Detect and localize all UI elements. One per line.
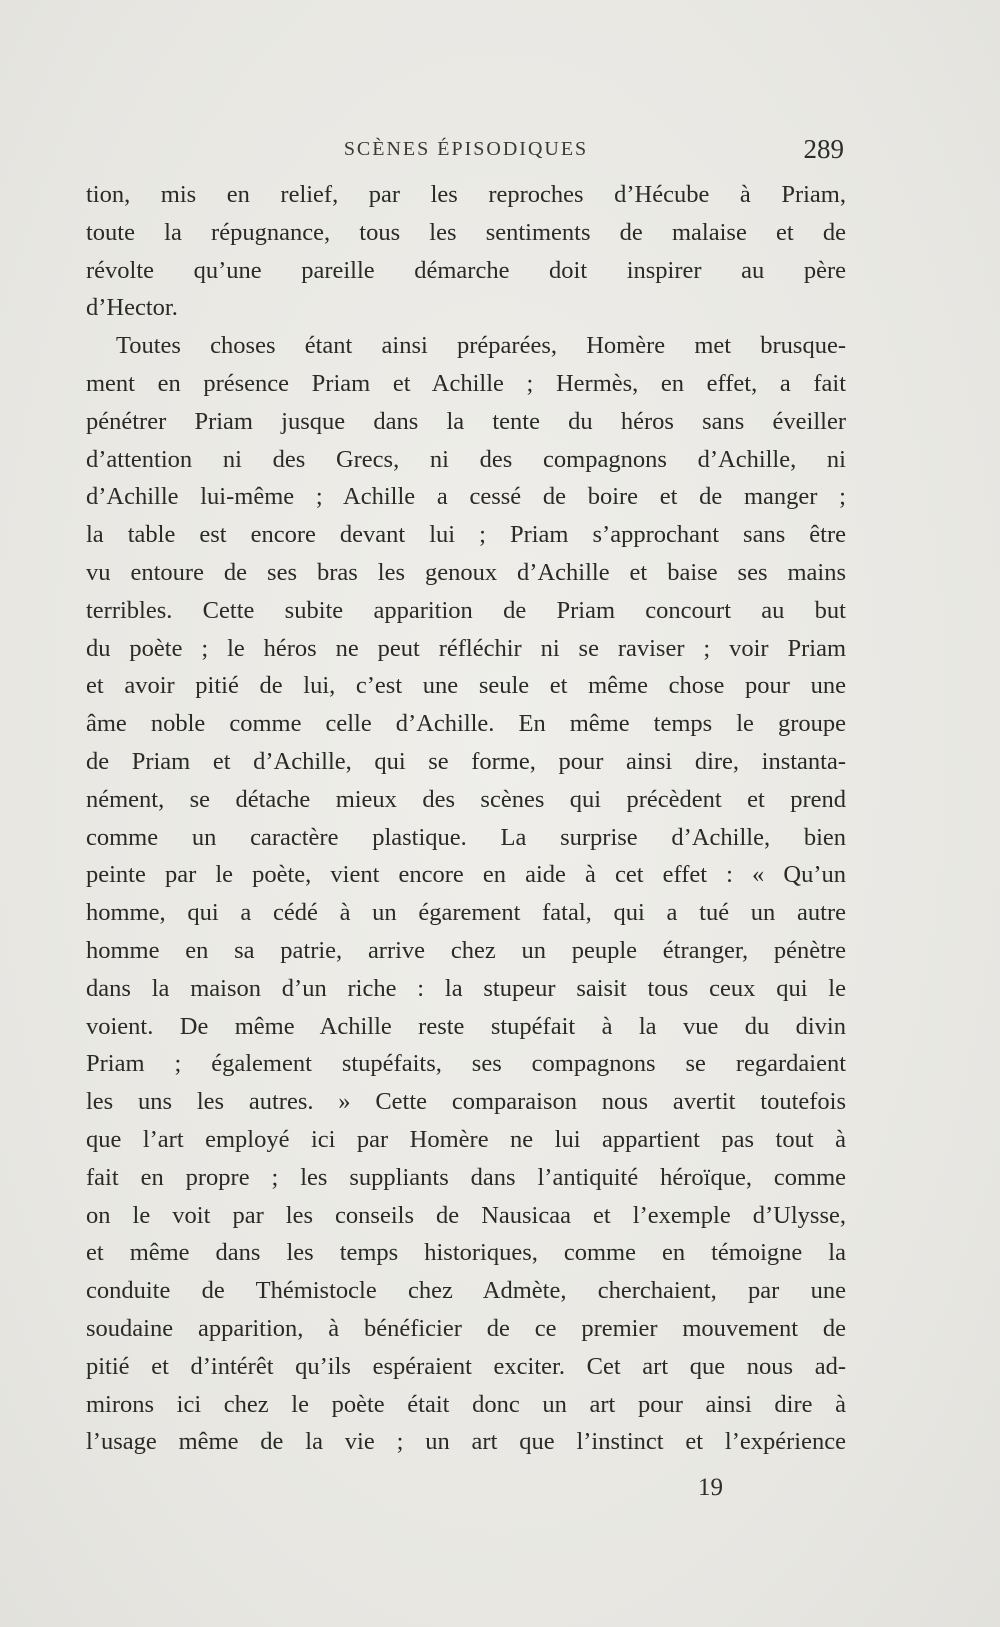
page-header xyxy=(88,134,844,174)
text-line: vu entoure de ses bras les genoux d’Achille et baise ses mains xyxy=(86,558,846,586)
text-line: révolte qu’une pareille démarche doit inspirer au père xyxy=(86,256,846,284)
text-line: homme en sa patrie, arrive chez un peuple étranger, pénètre xyxy=(86,936,846,964)
text-line: la table est encore devant lui ; Priam s’approchant sans être xyxy=(86,521,846,549)
page-number: 289 xyxy=(803,134,844,164)
text-line: Toutes choses étant ainsi préparées, Homère met brusque- xyxy=(116,332,846,360)
text-line: du poète ; le héros ne peut réfléchir ni se raviser ; voir Priam xyxy=(86,634,846,662)
text-line: comme un caractère plastique. La surprise d’Achille, bien xyxy=(86,823,846,851)
text-line: mirons ici chez le poète était donc un art pour ainsi dire à xyxy=(86,1390,846,1418)
text-line: Priam ; également stupéfaits, ses compagnons se regardaient xyxy=(86,1050,846,1078)
text-line: pénétrer Priam jusque dans la tente du héros sans éveiller xyxy=(86,407,846,435)
text-line: soudaine apparition, à bénéficier de ce premier mouvement de xyxy=(86,1314,846,1342)
text-line: et avoir pitié de lui, c’est une seule et même chose pour une xyxy=(86,672,846,700)
text-line: nément, se détache mieux des scènes qui précèdent et prend xyxy=(86,785,846,813)
text-line: d’attention ni des Grecs, ni des compagnons d’Achille, ni xyxy=(86,445,846,473)
text-line: les uns les autres. » Cette comparaison nous avertit toutefois xyxy=(86,1088,846,1116)
running-head: SCÈNES ÉPISODIQUES xyxy=(343,138,589,160)
text-line: voient. De même Achille reste stupéfait à la vue du divin xyxy=(86,1012,846,1040)
text-line: et même dans les temps historiques, comme en témoigne la xyxy=(86,1239,846,1267)
text-line: d’Hector. xyxy=(86,294,178,322)
text-line: que l’art employé ici par Homère ne lui appartient pas tout à xyxy=(86,1125,846,1153)
signature-mark: 19 xyxy=(698,1474,723,1501)
text-line: dans la maison d’un riche : la stupeur saisit tous ceux qui le xyxy=(86,974,846,1002)
text-line: de Priam et d’Achille, qui se forme, pour ainsi dire, instanta- xyxy=(86,747,846,775)
text-line: homme, qui a cédé à un égarement fatal, qui a tué un autre xyxy=(86,899,846,927)
text-line: pitié et d’intérêt qu’ils espéraient exciter. Cet art que nous ad- xyxy=(86,1352,846,1380)
text-line: tion, mis en relief, par les reproches d’Hécube à Priam, xyxy=(86,181,846,208)
text-line: terribles. Cette subite apparition de Priam concourt au but xyxy=(86,596,846,624)
text-line: âme noble comme celle d’Achille. En même temps le groupe xyxy=(86,710,846,738)
text-line: toute la répugnance, tous les sentiments de malaise et de xyxy=(86,218,846,246)
text-line: l’usage même de la vie ; un art que l’instinct et l’expérience xyxy=(86,1428,846,1456)
text-line: conduite de Thémistocle chez Admète, cherchaient, par une xyxy=(86,1277,846,1305)
text-line: peinte par le poète, vient encore en aide à cet effet : « Qu’un xyxy=(86,861,846,889)
body-text xyxy=(86,176,846,1461)
text-line: ment en présence Priam et Achille ; Hermès, en effet, a fait xyxy=(86,369,846,397)
text-line: on le voit par les conseils de Nausicaa et l’exemple d’Ulysse, xyxy=(86,1201,846,1229)
text-line: fait en propre ; les suppliants dans l’antiquité héroïque, comme xyxy=(86,1163,846,1191)
text-line: d’Achille lui-même ; Achille a cessé de boire et de manger ; xyxy=(86,483,846,511)
